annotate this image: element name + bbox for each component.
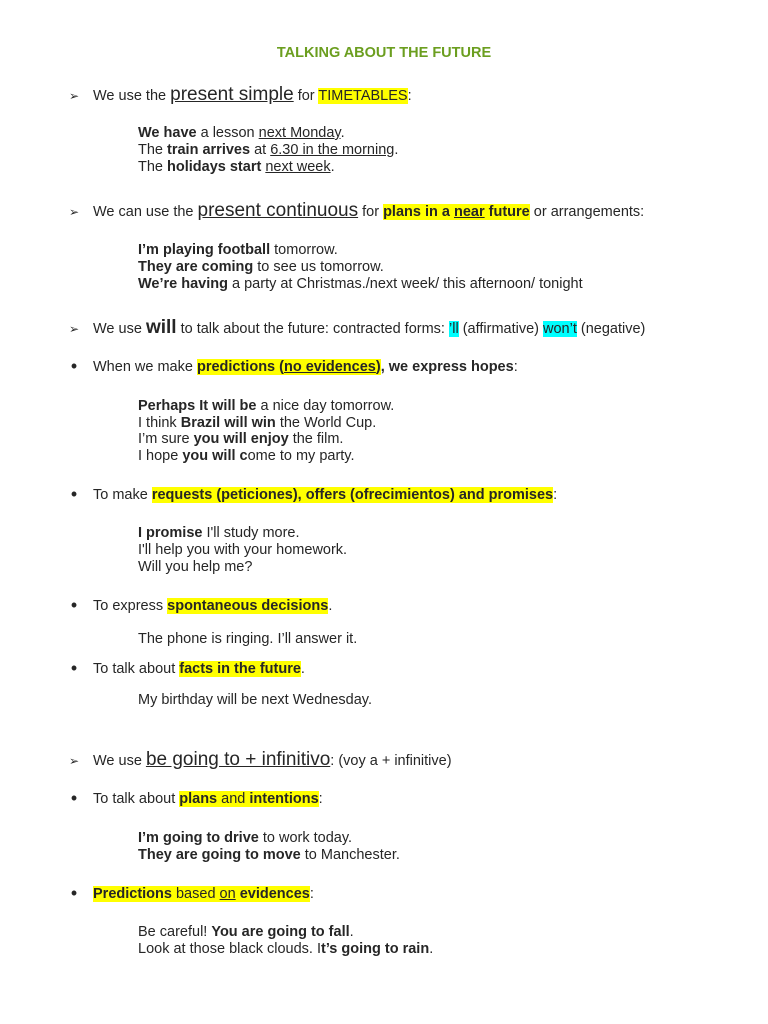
example-line: Perhaps It will be a nice day tomorrow.	[138, 398, 395, 414]
example-line: The holidays start next week.	[138, 159, 335, 175]
example-line: The phone is ringing. I’ll answer it.	[138, 631, 358, 647]
example-line: They are coming to see us tomorrow.	[138, 259, 384, 275]
dot-bullet-icon: •	[70, 356, 78, 376]
example-line: My birthday will be next Wednesday.	[138, 692, 372, 708]
example-line: I hope you will come to my party.	[138, 448, 355, 464]
example-line: Look at those black clouds. It’s going to rain.	[138, 941, 434, 957]
will-heading: We use will to talk about the future: contracted forms: ’ll (affirmative) won’t (negative)	[93, 317, 646, 338]
arrowhead-bullet-icon: ➢	[68, 322, 80, 336]
example-line: I’m going to drive to work today.	[138, 830, 353, 846]
plans-heading: To talk about plans and intentions:	[93, 791, 323, 807]
predictions-heading: When we make predictions (no evidences), we express hopes:	[93, 359, 518, 375]
example-line: I’m sure you will enjoy the film.	[138, 431, 344, 447]
dot-bullet-icon: •	[70, 883, 78, 903]
example-line: I'll help you with your homework.	[138, 542, 348, 558]
dot-bullet-icon: •	[70, 595, 78, 615]
example-line: I think Brazil will win the World Cup.	[138, 415, 377, 431]
dot-bullet-icon: •	[70, 788, 78, 808]
example-line: We have a lesson next Monday.	[138, 125, 345, 141]
present-continuous-heading: We can use the present continuous for plans in a near future or arrangements:	[93, 200, 645, 221]
dot-bullet-icon: •	[70, 484, 78, 504]
arrowhead-bullet-icon: ➢	[68, 205, 80, 219]
example-line: Be careful! You are going to fall.	[138, 924, 354, 940]
going-to-heading: We use be going to + infinitivo: (voy a + infinitive)	[93, 749, 452, 770]
example-line: We’re having a party at Christmas./next week/ this afternoon/ tonight	[138, 276, 583, 292]
evidence-predictions-heading: Predictions based on evidences:	[93, 886, 314, 902]
present-simple-heading: We use the present simple for TIMETABLES:	[93, 84, 412, 105]
example-line: The train arrives at 6.30 in the morning.	[138, 142, 399, 158]
example-line: Will you help me?	[138, 559, 253, 575]
example-line: I’m playing football tomorrow.	[138, 242, 338, 258]
spontaneous-heading: To express spontaneous decisions.	[93, 598, 333, 614]
page-title: TALKING ABOUT THE FUTURE	[276, 45, 492, 61]
example-line: They are going to move to Manchester.	[138, 847, 400, 863]
arrowhead-bullet-icon: ➢	[68, 754, 80, 768]
example-line: I promise I'll study more.	[138, 525, 300, 541]
dot-bullet-icon: •	[70, 658, 78, 678]
facts-heading: To talk about facts in the future.	[93, 661, 305, 677]
requests-heading: To make requests (peticiones), offers (ofrecimientos) and promises:	[93, 487, 558, 503]
arrowhead-bullet-icon: ➢	[68, 89, 80, 103]
